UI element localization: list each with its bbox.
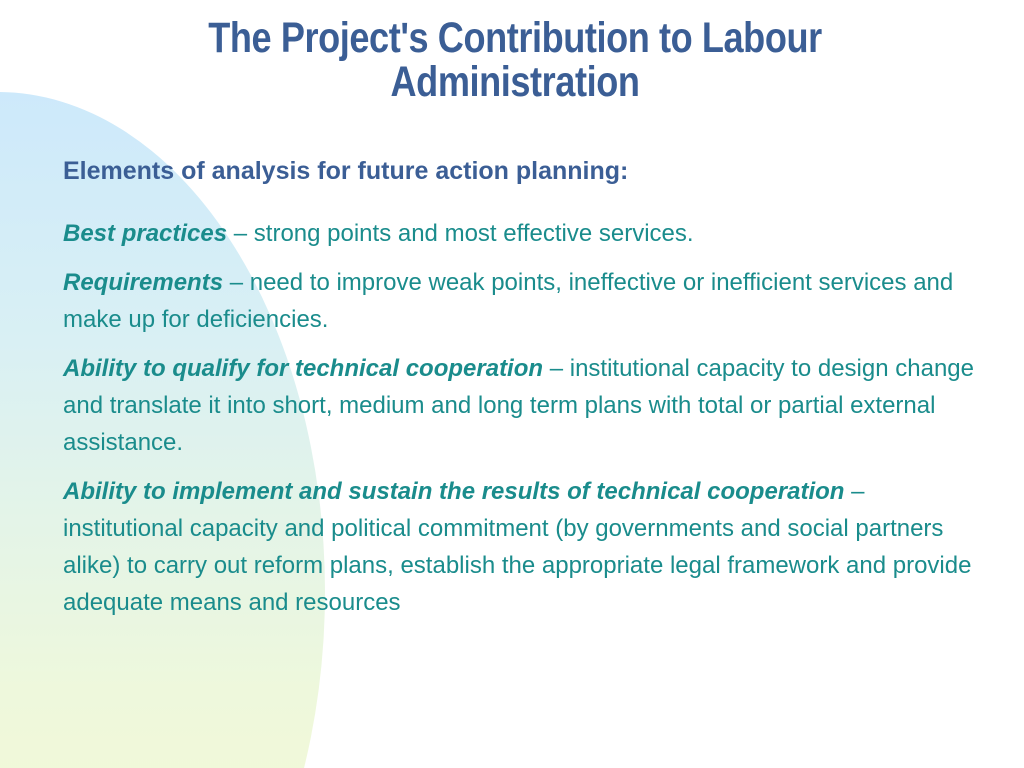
item-description: – strong points and most effective services. bbox=[227, 220, 694, 247]
item-term: Best practices bbox=[63, 220, 228, 247]
item-description: – need to improve weak points, ineffective or inefficient services and make up for deficiencies. bbox=[63, 269, 954, 333]
list-item-ability-to-implement bbox=[63, 473, 975, 621]
item-term: Ability to qualify for technical cooperation bbox=[63, 355, 544, 382]
slide-subtitle: Elements of analysis for future action planning: bbox=[63, 157, 629, 185]
list-item-requirements bbox=[63, 264, 975, 338]
item-description: – institutional capacity and political commitment (by governments and social partners alike) to carry out reform plans, establish the appropriate legal framework and provide adequate means and resources bbox=[63, 478, 972, 616]
item-description: – institutional capacity to design change and translate it into short, medium and long term plans with total or partial external assistance. bbox=[63, 355, 974, 456]
content-list bbox=[63, 215, 975, 633]
list-item-ability-to-qualify bbox=[63, 350, 975, 461]
list-item-best-practices bbox=[63, 215, 975, 252]
item-term: Ability to implement and sustain the results of technical cooperation bbox=[63, 478, 845, 505]
item-term: Requirements bbox=[63, 269, 224, 296]
slide-title: The Project's Contribution to Labour Administration bbox=[208, 14, 822, 106]
